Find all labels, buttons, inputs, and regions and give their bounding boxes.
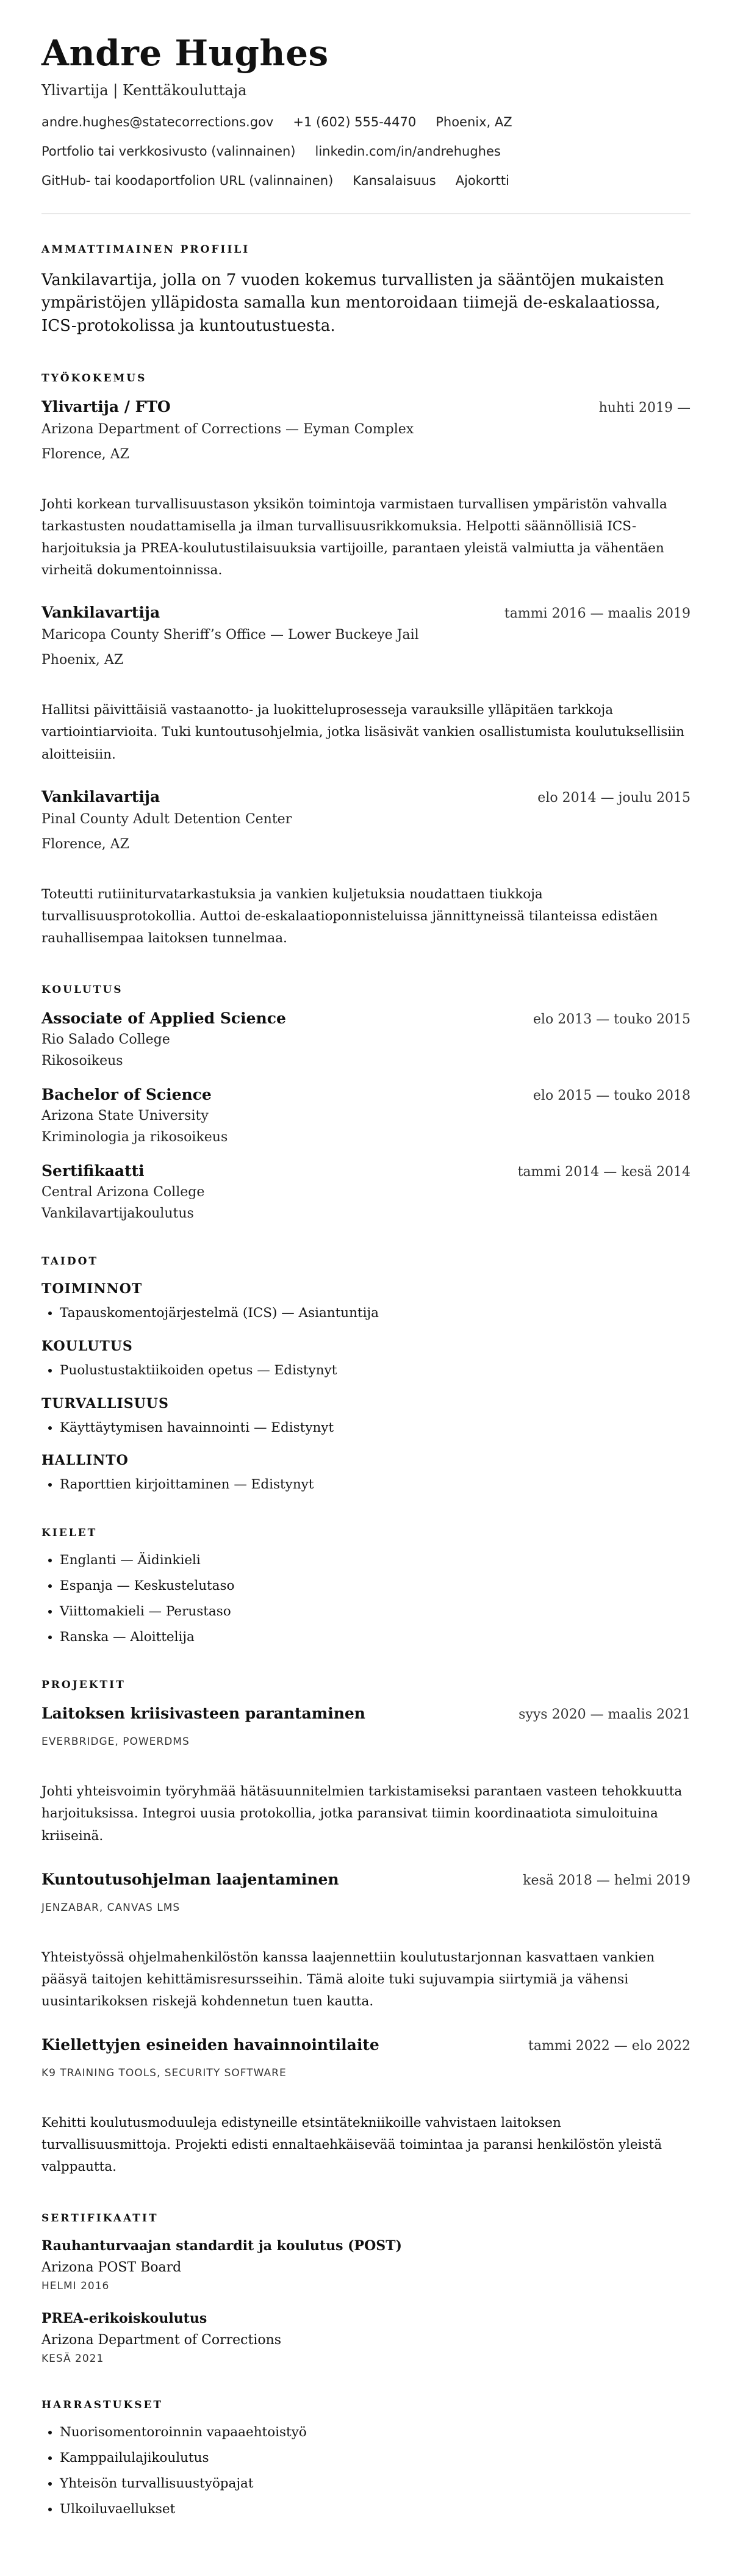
project-description: Johti yhteisvoimin työryhmää hätäsuunnitelmien tarkistamiseksi parantaen vasteen tehokkuutta harjoituksissa. Integroi uusia protokollia, jotka paransivat tiimin koordinaatiota simuloituina kriiseinä. (41, 1784, 683, 1844)
section-title: PROJEKTIT (41, 1679, 126, 1692)
project-dates: kesä 2018 — helmi 2019 (523, 1872, 691, 1888)
candidate-name: Andre Hughes (41, 32, 329, 74)
field-of-study: Kriminologia ja rikosoikeus (41, 1129, 228, 1145)
project-tech: JENZABAR, CANVAS LMS (41, 1901, 181, 1914)
project-dates: tammi 2022 — elo 2022 (528, 2038, 691, 2054)
candidate-headline: Ylivartija | Kenttäkouluttaja (41, 81, 247, 99)
employer: Pinal County Adult Detention Center (41, 811, 292, 827)
certification-issuer: Arizona POST Board (41, 2260, 182, 2276)
job-location: Florence, AZ (41, 446, 129, 462)
certification-issuer: Arizona Department of Corrections (41, 2332, 282, 2348)
experience-entry (41, 788, 691, 950)
job-title: Vankilavartija (41, 787, 160, 806)
skill-item: • Käyttäytymisen havainnointi — Edistynyt (60, 1420, 691, 1436)
resume-header (41, 34, 691, 188)
skill-category: HALLINTO (41, 1452, 129, 1469)
field-of-study: Rikosoikeus (41, 1053, 123, 1069)
employer: Maricopa County Sheriff’s Office — Lower Buckeye Jail (41, 627, 419, 643)
skill-list (41, 1305, 691, 1321)
email-link[interactable]: andre.hughes@statecorrections.gov (41, 114, 274, 129)
job-title: Ylivartija / FTO (41, 397, 171, 416)
education-section (41, 984, 691, 1221)
citizenship: Kansalaisuus (353, 173, 436, 188)
job-description: Toteutti rutiiniturvatarkastuksia ja vankien kuljetuksia noudattaen tiukkoja turvallisuusprotokollia. Auttoi de-eskalaatioponnisteluissa jännittyneissä tilanteissa edistäen rauhallisempaa laitoksen tunnelmaa. (41, 886, 658, 946)
experience-entry (41, 604, 691, 765)
drivers-license: Ajokortti (455, 173, 509, 188)
hobbies-section (41, 2399, 691, 2517)
language-item: • Ranska — Aloittelija (60, 1629, 691, 1645)
field-of-study: Vankilavartijakoulutus (41, 1205, 194, 1221)
skill-category: KOULUTUS (41, 1338, 133, 1354)
github-link[interactable]: GitHub- tai koodaportfolion URL (valinnainen) (41, 173, 334, 188)
job-location: Phoenix, AZ (41, 652, 124, 668)
certification-name: PREA-erikoiskoulutus (41, 2311, 207, 2327)
project-entry (41, 2036, 691, 2178)
job-dates: huhti 2019 — (598, 400, 691, 416)
experience-section (41, 372, 691, 950)
section-title: SERTIFIKAATIT (41, 2212, 159, 2225)
language-item: • Englanti — Äidinkieli (60, 1553, 691, 1568)
skill-category: TOIMINNOT (41, 1280, 143, 1297)
degree: Bachelor of Science (41, 1085, 212, 1103)
certification-date: HELMI 2016 (41, 2280, 110, 2293)
job-title: Vankilavartija (41, 604, 160, 622)
skills-section (41, 1255, 691, 1493)
job-description: Hallitsi päivittäisiä vastaanotto- ja luokitteluprosesseja varauksille ylläpitäen tarkkoja vartiointiarvioita. Tuki kuntoutusohjelmia, jotka lisäsivät vankien osallistumista koulutuksellisiin aloitteisiin. (41, 702, 685, 762)
contact-line-2 (41, 144, 691, 159)
languages-section (41, 1527, 691, 1645)
contact-line-1 (41, 115, 691, 129)
certification-entry (41, 2311, 691, 2365)
employer: Arizona Department of Corrections — Eyman Complex (41, 421, 414, 437)
phone-number[interactable]: +1 (602) 555-4470 (293, 114, 417, 129)
section-title: AMMATTIMAINEN PROFIILI (41, 243, 250, 256)
profile-section (41, 244, 691, 338)
skill-item: • Puolustustaktiikoiden opetus — Edistynyt (60, 1363, 691, 1379)
section-title: TAIDOT (41, 1255, 99, 1268)
location: Phoenix, AZ (436, 114, 512, 129)
job-dates: tammi 2016 — maalis 2019 (504, 606, 691, 622)
experience-entry (41, 398, 691, 582)
hobby-item: • Ulkoiluvaellukset (60, 2502, 691, 2517)
education-dates: elo 2015 — touko 2018 (533, 1088, 691, 1103)
section-title: HARRASTUKSET (41, 2399, 163, 2412)
project-description: Kehitti koulutusmoduuleja edistyneille etsintätekniikoille vahvistaen laitoksen turvallisuusmittoja. Projekti edisti ennaltaehkäisevää toimintaa ja paransi henkilöstön yleistä valppautta. (41, 2115, 662, 2175)
education-dates: tammi 2014 — kesä 2014 (517, 1164, 691, 1180)
project-description: Yhteistyössä ohjelmahenkilöstön kanssa laajennettiin koulutustarjonnan kasvattaen vankien pääsyä taitojen kehittämisresursseihin. Tämä aloite tuki sujuvampia siirtymiä ja vähensi uusintarikoksen riskejä kohdennetun tuen kautta. (41, 1949, 655, 2009)
project-entry (41, 1705, 691, 1847)
certification-entry (41, 2238, 691, 2292)
skill-item: • Tapauskomentojärjestelmä (ICS) — Asiantuntija (60, 1305, 691, 1321)
skill-list (41, 1420, 691, 1436)
section-title: KIELET (41, 1527, 98, 1540)
degree: Associate of Applied Science (41, 1009, 286, 1027)
project-name: Laitoksen kriisivasteen parantaminen (41, 1705, 365, 1723)
project-dates: syys 2020 — maalis 2021 (518, 1707, 691, 1723)
project-tech: K9 TRAINING TOOLS, SECURITY SOFTWARE (41, 2066, 287, 2079)
language-list (41, 1553, 691, 1645)
school: Central Arizona College (41, 1184, 205, 1200)
linkedin-link[interactable]: linkedin.com/in/andrehughes (315, 143, 501, 159)
skill-item: • Raporttien kirjoittaminen — Edistynyt (60, 1477, 691, 1493)
job-dates: elo 2014 — joulu 2015 (537, 790, 691, 806)
job-location: Florence, AZ (41, 836, 129, 852)
project-entry (41, 1871, 691, 2013)
education-entry (41, 1009, 691, 1069)
project-name: Kiellettyjen esineiden havainnointilaite (41, 2035, 379, 2054)
section-title: TYÖKOKEMUS (41, 372, 147, 384)
language-item: • Viittomakieli — Perustaso (60, 1604, 691, 1620)
skill-category: TURVALLISUUS (41, 1395, 169, 1412)
skill-list (41, 1363, 691, 1379)
school: Arizona State University (41, 1108, 209, 1124)
hobby-list (41, 2425, 691, 2517)
hobby-item: • Yhteisön turvallisuustyöpajat (60, 2476, 691, 2492)
hobby-item: • Kamppailulajikoulutus (60, 2450, 691, 2466)
language-item: • Espanja — Keskustelutaso (60, 1578, 691, 1594)
degree: Sertifikaatti (41, 1161, 145, 1180)
certification-date: KESÄ 2021 (41, 2353, 104, 2365)
project-tech: EVERBRIDGE, POWERDMS (41, 1736, 190, 1748)
certification-name: Rauhanturvaajan standardit ja koulutus (POST) (41, 2238, 402, 2254)
hobby-item: • Nuorisomentoroinnin vapaaehtoistyö (60, 2425, 691, 2441)
contact-line-3 (41, 173, 691, 188)
education-entry (41, 1162, 691, 1221)
skill-list (41, 1477, 691, 1493)
job-description: Johti korkean turvallisuustason yksikön toimintoja varmistaen turvallisen ympäristön vahvalla tarkastusten noudattamisella ja ilman turvallisuusrikkomuksia. Helpotti säännöllisiä ICS-harjoituksia ja PREA-koulutustilaisuuksia vartijoille, parantaen yleistä valmiutta ja vähentäen virheitä dokumentoinnissa. (41, 496, 667, 579)
education-dates: elo 2013 — touko 2015 (533, 1011, 691, 1027)
education-entry (41, 1086, 691, 1145)
portfolio-link[interactable]: Portfolio tai verkkosivusto (valinnainen) (41, 143, 296, 159)
projects-section (41, 1679, 691, 2178)
section-title: KOULUTUS (41, 983, 123, 996)
profile-summary: Vankilavartija, jolla on 7 vuoden kokemus turvallisten ja sääntöjen mukaisten ympäristöjen ylläpidosta samalla kun mentoroidaan tiimejä de-eskalaatiossa, ICS-protokolissa ja kuntoutustuesta. (41, 270, 664, 336)
certifications-section (41, 2212, 691, 2365)
school: Rio Salado College (41, 1031, 170, 1047)
project-name: Kuntoutusohjelman laajentaminen (41, 1870, 339, 1888)
